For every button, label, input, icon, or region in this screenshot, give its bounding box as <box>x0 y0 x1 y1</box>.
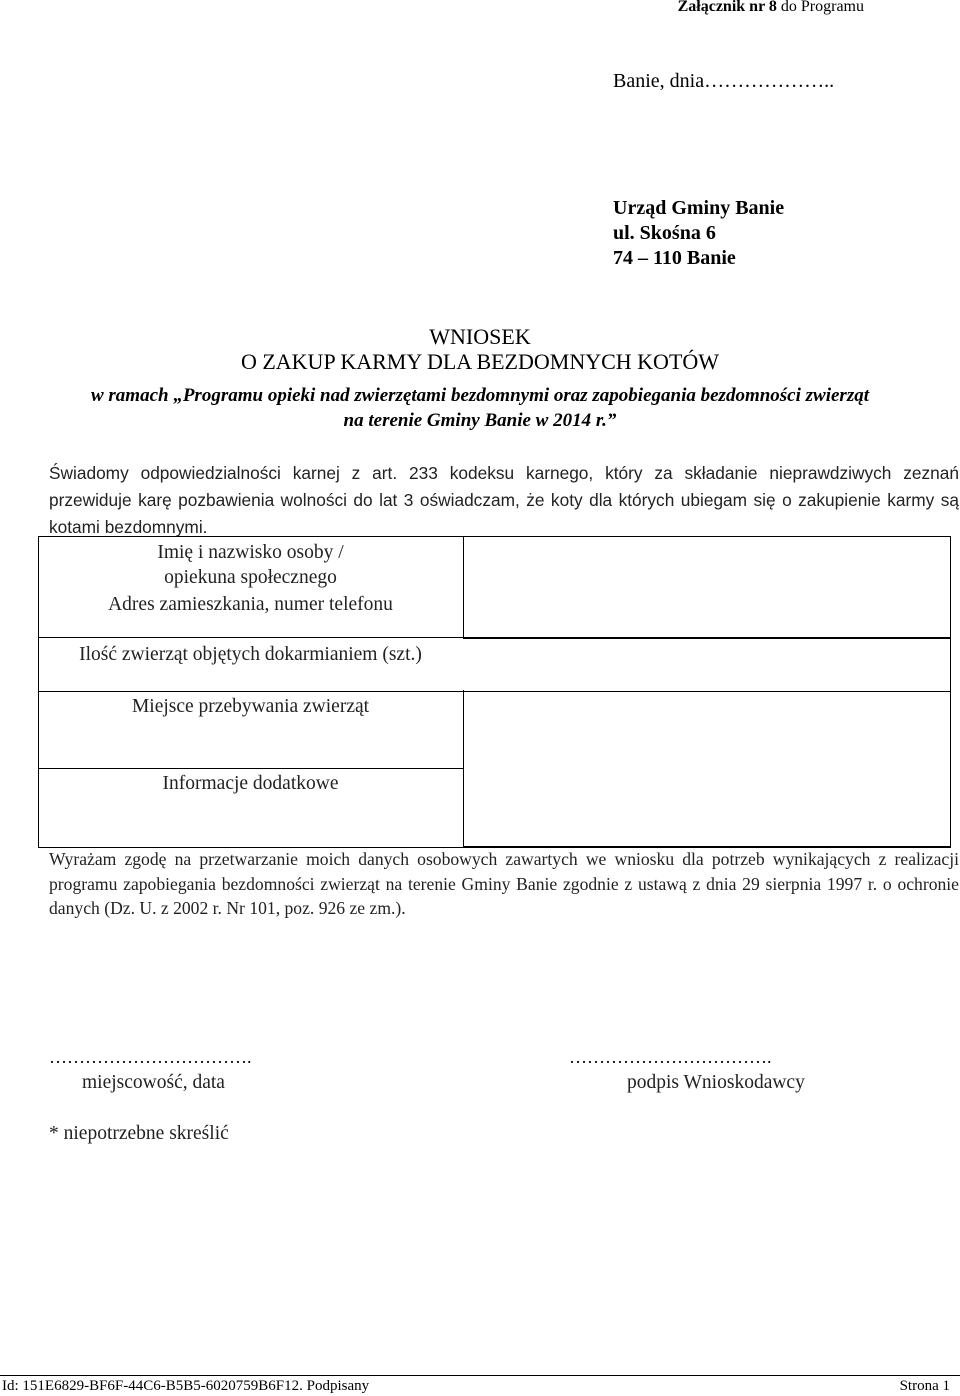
signature-dotted-line: ……………………………. <box>569 1047 772 1067</box>
recipient-street: ul. Skośna 6 <box>613 222 716 244</box>
animal-count-label: Ilość zwierząt objętych dokarmianiem (szt.) <box>79 644 422 665</box>
document-title: WNIOSEK <box>429 324 531 349</box>
name-address-field[interactable] <box>463 536 951 639</box>
recipient-name: Urząd Gminy Banie <box>613 197 785 219</box>
declaration-paragraph: Świadomy odpowiedzialności karnej z art. 233 kodeksu karnego, który za składanie nieprawdziwych zeznań przewiduje karę pozbawienia wolności do lat 3 oświadczam, że koty dla których ubiegam się o zakupienie karmy są kotami bezdomnymi. <box>49 463 959 537</box>
location-label: Miejsce przebywania zwierząt <box>131 696 370 717</box>
attachment-label <box>678 0 864 16</box>
document-id: Id: 151E6829-BF6F-44C6-B5B5-6020759B6F12. Podpisany <box>2 1378 370 1394</box>
document-subject: O ZAKUP KARMY DLA BEZDOMNYCH KOTÓW <box>240 349 720 374</box>
name-label-line1: Imię i nazwisko osoby / <box>157 542 344 563</box>
page-number: Strona 1 <box>899 1378 950 1394</box>
attachment-suffix: do Programu <box>776 0 864 15</box>
address-label: Adres zamieszkania, numer telefonu <box>108 594 393 615</box>
place-date-dotted-line: ……………………………. <box>49 1047 252 1067</box>
name-label-line2: opiekuna społecznego <box>164 567 337 588</box>
program-reference-line2: na terenie Gminy Banie w 2014 r.” <box>343 410 617 431</box>
recipient-postal: 74 – 110 Banie <box>613 247 736 269</box>
footnote: * niepotrzebne skreślić <box>49 1123 229 1144</box>
attachment-number: Załącznik nr 8 <box>677 0 777 15</box>
location-info-field[interactable] <box>463 690 951 847</box>
additional-info-label: Informacje dodatkowe <box>162 773 339 794</box>
footer-divider <box>0 1375 960 1376</box>
signature-label: podpis Wnioskodawcy <box>627 1072 805 1093</box>
program-reference-line1: w ramach „Programu opieki nad zwierzętami bezdomnymi oraz zapobiegania bezdomności zwierząt <box>90 385 869 406</box>
place-date: Banie, dnia……………….. <box>613 70 835 92</box>
data-processing-consent: Wyrażam zgodę na przetwarzanie moich danych osobowych zawartych we wniosku dla potrzeb wynikających z realizacji programu zapobiegania bezdomności zwierząt na terenie Gminy Banie zgodnie z ustawą z dnia 29 sierpnia 1997 r. o ochronie danych (Dz. U. z 2002 r. Nr 101, poz. 926 ze zm.). <box>49 849 959 918</box>
form-row-divider <box>38 768 463 769</box>
place-date-label: miejscowość, data <box>82 1072 225 1093</box>
